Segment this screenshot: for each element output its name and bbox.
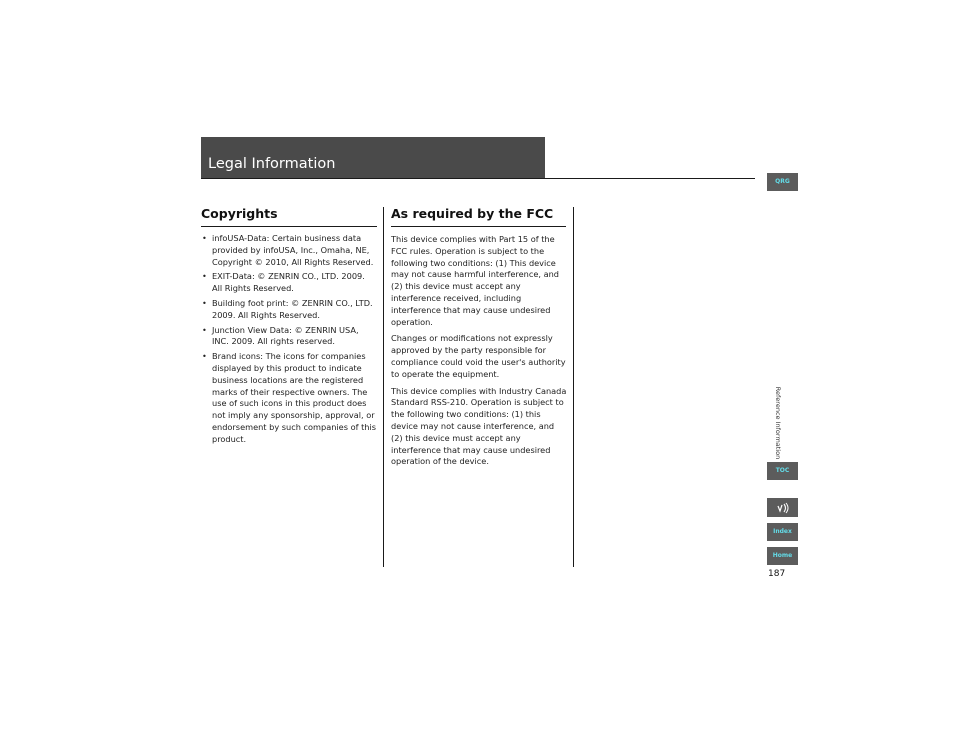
fcc-paragraph: Changes or modifications not expressly approved by the party responsible for compliance could void the user's authority to operate the equipment. — [391, 333, 566, 379]
fcc-heading: As required by the FCC — [391, 206, 554, 221]
column-divider — [573, 207, 574, 567]
copyrights-list — [201, 233, 377, 449]
bullet-icon: • — [202, 297, 207, 308]
qrg-button[interactable]: QRG — [767, 173, 798, 191]
copyrights-heading: Copyrights — [201, 206, 278, 221]
header-divider — [201, 178, 755, 179]
copyrights-heading-rule — [201, 226, 377, 227]
toc-button[interactable]: TOC — [767, 462, 798, 480]
bullet-icon: • — [202, 324, 207, 335]
page-title: Legal Information — [208, 156, 336, 172]
voice-command-icon — [776, 502, 790, 514]
list-item: • infoUSA-Data: Certain business data provided by infoUSA, Inc., Omaha, NE, Copyright © 2010, All Rights Reserved. — [202, 233, 374, 267]
list-item: • Building foot print: © ZENRIN CO., LTD. 2009. All Rights Reserved. — [202, 297, 373, 320]
column-divider — [383, 207, 384, 567]
fcc-paragraph: This device complies with Industry Canada Standard RSS-210. Operation is subject to the following two conditions: (1) this device may not cause interference, and (2) this device must accept any interference that may cause undesired operation of the device. — [391, 385, 567, 467]
fcc-paragraph: This device complies with Part 15 of the FCC rules. Operation is subject to the following two conditions: (1) This device may not cause harmful interference, and (2) this device must accept any interference received, including interference that may cause undesired operation. — [391, 234, 559, 327]
section-header-bar — [201, 137, 545, 178]
voice-command-button[interactable] — [767, 498, 798, 517]
fcc-body — [391, 234, 567, 473]
list-item: • Brand icons: The icons for companies displayed by this product to indicate business locations are the registered marks of their respective owners. The use of such icons in this product does not imply any sponsorship, approval, or endorsement by such companies of this product. — [202, 351, 377, 444]
bullet-icon: • — [202, 351, 207, 362]
home-button[interactable]: Home — [767, 547, 798, 565]
fcc-heading-rule — [391, 226, 566, 227]
list-item: • EXIT-Data: © ZENRIN CO., LTD. 2009. All Rights Reserved. — [202, 271, 365, 294]
index-button[interactable]: Index — [767, 523, 798, 541]
section-side-label: Reference Information — [774, 386, 782, 460]
bullet-icon: • — [202, 233, 207, 243]
bullet-icon: • — [202, 271, 207, 282]
page-number: 187 — [768, 569, 786, 579]
list-item: • Junction View Data: © ZENRIN USA, INC. 2009. All rights reserved. — [202, 324, 359, 347]
